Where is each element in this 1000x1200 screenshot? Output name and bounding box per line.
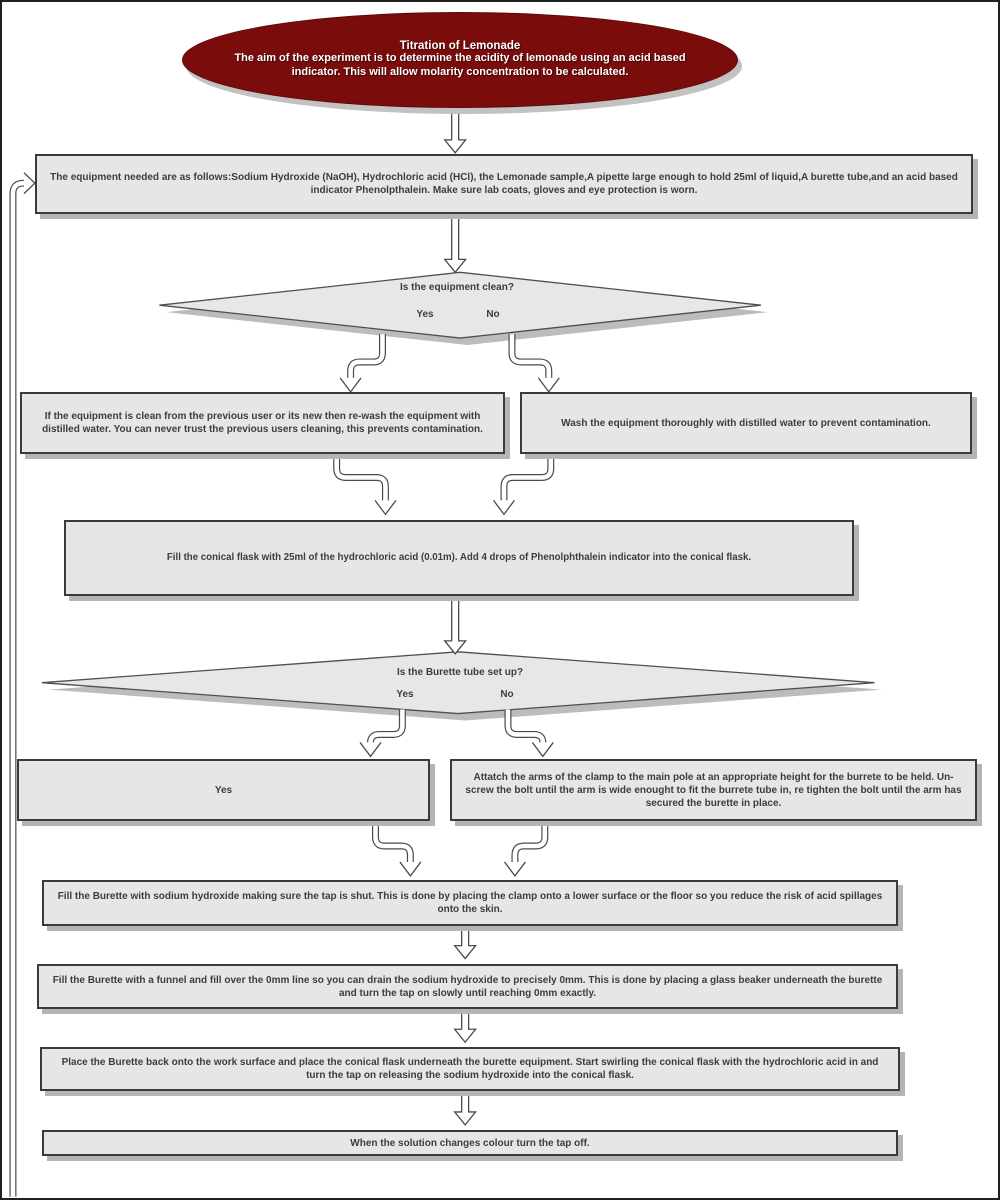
arrow-wash-to-conical-head [494,500,515,514]
decision-burette-setup-yes-label: Yes [396,689,414,700]
step-fill-conical-flask: Fill the conical flask with 25ml of the hydrochloric acid (0.01m). Add 4 drops of Phenolphthalein indicator into the conical flask. [64,520,854,596]
step-attach-clamp: Attatch the arms of the clamp to the main pole at an appropriate height for the burrete to be held. Un-screw the bolt until the arm is wide enought to fit the burrete tube in, re tighten the bolt until the arm has secured the burette in place. [450,759,977,821]
arrow-ellipse-to-equipment [445,103,466,153]
arrow-attach-to-naoh-head [504,862,525,876]
arrow-funnel-to-place [455,1006,476,1042]
arrow-decision2-yes-head [360,742,381,756]
arrow-decision1-no-shaft [512,334,549,381]
flowchart-title: Titration of Lemonade [399,40,521,53]
step-wash-equipment: Wash the equipment thoroughly with distilled water to prevent contamination. [520,392,972,454]
flowchart-aim-text: The aim of the experiment is to determine the acidity of lemonade using an acid based indicator. This will allow molarity concentration to be calculated. [234,52,686,78]
step-equipment-list: The equipment needed are as follows:Sodium Hydroxide (NaOH), Hydrochloric acid (HCl), the Lemonade sample,A pipette large enough to hold 25ml of liquid,A burette tube,and an acid based indicator Phenolpthalein. Make sure lab coats, gloves and eye protection is worn. [35,154,973,214]
arrow-equipment-to-decision1 [445,216,466,273]
decision-equipment-clean-yes-label: Yes [416,309,434,320]
decision-equipment-clean-no-label: No [486,309,500,320]
arrow-loopback-shaft-inner [13,183,26,1196]
step-rewash-equipment: If the equipment is clean from the previous user or its new then re-wash the equipment with distilled water. You can never trust the previous users cleaning, this prevents contamination. [20,392,505,454]
arrow-conical-to-decision2 [445,594,466,654]
decision-equipment-clean-question: Is the equipment clean? [400,282,514,293]
arrow-place-to-final [455,1088,476,1125]
step-fill-burette-naoh: Fill the Burette with sodium hydroxide making sure the tap is shut. This is done by placing the clamp onto a lower surface or the floor so you reduce the risk of acid spillages onto the skin. [42,880,898,926]
step-yes-placeholder: Yes [17,759,430,821]
arrow-naoh-to-funnel [455,923,476,959]
step-colour-change: When the solution changes colour turn the tap off. [42,1130,898,1156]
arrow-wash-to-conical-shaft-inner [504,453,551,503]
step-fill-burette-funnel: Fill the Burette with a funnel and fill over the 0mm line so you can drain the sodium hydroxide to precisely 0mm. This is done by placing a glass beaker underneath the burette and turn the tap on slowly until reaching 0mm exactly. [37,964,898,1009]
arrow-yesbox-to-naoh-head [400,862,421,876]
decision-burette-setup-question: Is the Burette tube set up? [396,667,524,678]
decision-burette-setup-no-label: No [500,689,514,700]
arrow-decision1-yes-shaft [351,334,383,381]
step-place-burette: Place the Burette back onto the work surface and place the conical flask underneath the burette equipment. Start swirling the conical flask with the hydrochloric acid in and turn the tap on releasing the sodium hydroxide into the conical flask. [40,1047,900,1091]
arrow-decision1-no-shaft-inner [512,334,549,381]
arrow-rewash-to-conical-head [375,500,396,514]
arrow-decision1-no-head [538,378,559,392]
arrow-loopback-head [24,173,35,194]
arrow-yesbox-to-naoh-shaft [376,819,411,864]
arrow-attach-to-naoh-shaft [515,819,545,864]
arrow-rewash-to-conical-shaft-inner [337,453,386,503]
start-terminator [182,12,738,108]
arrow-decision2-no-head [532,742,553,756]
decision-burette-setup-shape [42,652,875,714]
arrow-decision1-yes-head [340,378,361,392]
